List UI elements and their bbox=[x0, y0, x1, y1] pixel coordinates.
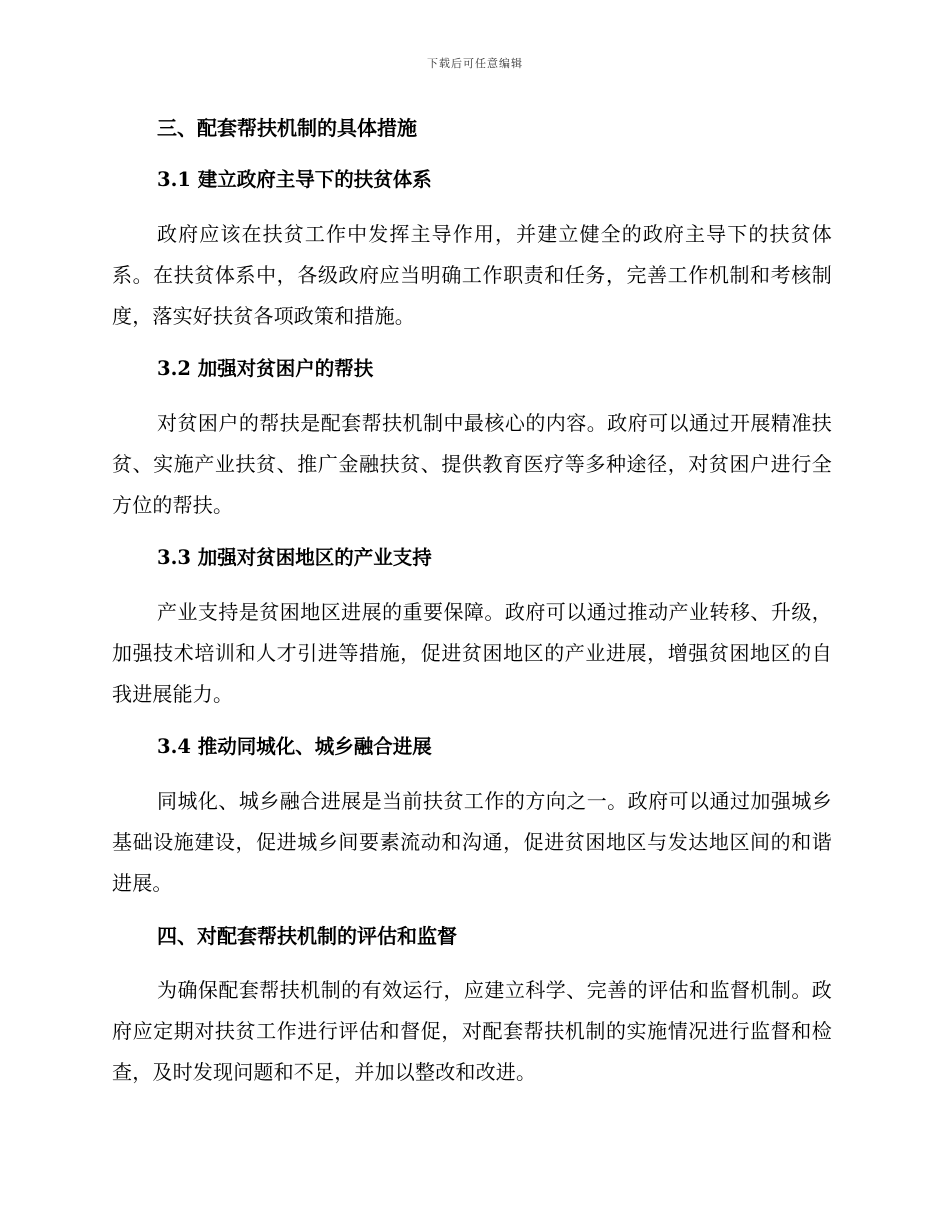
section-4-heading: 四、对配套帮扶机制的评估和监督 bbox=[157, 924, 457, 948]
section-3-1-heading: 3.1 建立政府主导下的扶贫体系 bbox=[157, 168, 432, 191]
section-3-4-paragraph: 同城化、城乡融合进展是当前扶贫工作的方向之一。政府可以通过加强城乡基础设施建设，促进城乡间要素流动和沟通，促进贫困地区与发达地区间的和谐进展。 bbox=[112, 789, 832, 895]
section-3-3-paragraph: 产业支持是贫困地区进展的重要保障。政府可以通过推动产业转移、升级，加强技术培训和人才引进等措施，促进贫困地区的产业进展，增强贫困地区的自我进展能力。 bbox=[112, 600, 832, 706]
section-4-paragraph: 为确保配套帮扶机制的有效运行，应建立科学、完善的评估和监督机制。政府应定期对扶贫工作进行评估和督促，对配套帮扶机制的实施情况进行监督和检查，及时发现问题和不足，并加以整改和改进。 bbox=[112, 978, 832, 1084]
section-3-2-paragraph: 对贫困户的帮扶是配套帮扶机制中最核心的内容。政府可以通过开展精准扶贫、实施产业扶贫、推广金融扶贫、提供教育医疗等多种途径，对贫困户进行全方位的帮扶。 bbox=[112, 411, 832, 517]
section-3-2-heading: 3.2 加强对贫困户的帮扶 bbox=[157, 357, 374, 380]
section-3-4-heading: 3.4 推动同城化、城乡融合进展 bbox=[157, 735, 432, 758]
section-3-1-paragraph: 政府应该在扶贫工作中发挥主导作用，并建立健全的政府主导下的扶贫体系。在扶贫体系中，各级政府应当明确工作职责和任务，完善工作机制和考核制度，落实好扶贫各项政策和措施。 bbox=[112, 222, 832, 328]
section-3-3-heading: 3.3 加强对贫困地区的产业支持 bbox=[157, 546, 432, 569]
header-note: 下载后可任意编辑 bbox=[427, 57, 523, 70]
document-body bbox=[112, 108, 832, 1093]
section-3-heading: 三、配套帮扶机制的具体措施 bbox=[157, 116, 417, 140]
